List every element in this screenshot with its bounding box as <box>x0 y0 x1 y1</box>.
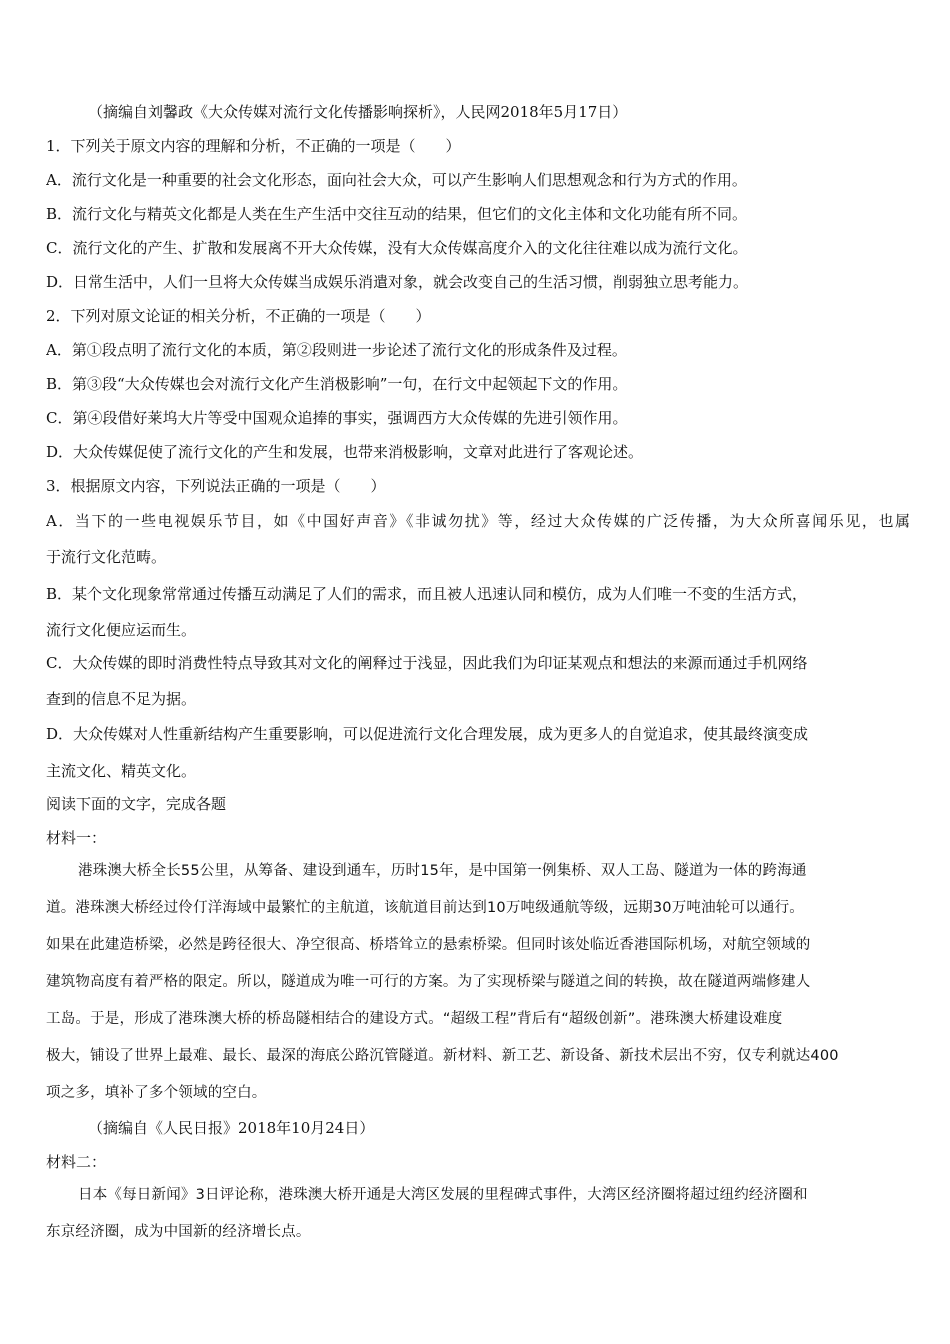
q1-option-d: D．日常生活中，人们一旦将大众传媒当成娱乐消遣对象，就会改变自己的生活习惯，削弱独立思考能力。 <box>46 273 749 291</box>
q3-option-a-line1: A．当下的一些电视娱乐节目，如《中国好声音》《非诚勿扰》等，经过大众传媒的广泛传播，为大众所喜闻乐见，也属 <box>46 512 910 530</box>
material-1-label: 材料一： <box>46 829 107 847</box>
q3-option-d-line1: D．大众传媒对人性重新结构产生重要影响，可以促进流行文化合理发展，成为更多人的自觉追求，使其最终演变成 <box>46 725 809 743</box>
material-1-line: 极大，铺设了世界上最难、最长、最深的海底公路沉管隧道。新材料、新工艺、新设备、新技术层出不穷，仅专利就达400 <box>46 1048 839 1064</box>
material-1-line: 港珠澳大桥全长55公里，从筹备、建设到通车，历时15年，是中国第一例集桥、双人工岛、隧道为一体的跨海通 <box>78 863 807 879</box>
q3-option-b-line2: 流行文化便应运而生。 <box>46 621 197 639</box>
material-1-line: 项之多，填补了多个领域的空白。 <box>46 1085 267 1101</box>
q1-option-b: B．流行文化与精英文化都是人类在生产生活中交往互动的结果，但它们的文化主体和文化功能有所不同。 <box>46 205 748 223</box>
q3-option-c-line1: C．大众传媒的即时消费性特点导致其对文化的阐释过于浅显，因此我们为印证某观点和想法的来源而通过手机网络 <box>46 654 808 672</box>
q1-option-a: A．流行文化是一种重要的社会文化形态，面向社会大众，可以产生影响人们思想观念和行为方式的作用。 <box>46 171 747 189</box>
reading-instruction: 阅读下面的文字，完成各题 <box>46 795 227 813</box>
material-2-line: 东京经济圈，成为中国新的经济增长点。 <box>46 1224 311 1240</box>
material-1-line: 建筑物高度有着严格的限定。所以，隧道成为唯一可行的方案。为了实现桥梁与隧道之间的转换，故在隧道两端修建人 <box>46 974 811 990</box>
q1-option-c: C．流行文化的产生、扩散和发展离不开大众传媒，没有大众传媒高度介入的文化往往难以成为流行文化。 <box>46 239 748 257</box>
q3-option-b-line1: B．某个文化现象常常通过传播互动满足了人们的需求，而且被人迅速认同和模仿，成为人们唯一不变的生活方式， <box>46 585 808 603</box>
question-1-stem: 1．下列关于原文内容的理解和分析，不正确的一项是（ ） <box>46 137 461 155</box>
material-2-label: 材料二： <box>46 1153 107 1171</box>
question-3-stem: 3．根据原文内容，下列说法正确的一项是（ ） <box>46 477 386 495</box>
q2-option-a: A．第①段点明了流行文化的本质，第②段则进一步论述了流行文化的形成条件及过程。 <box>46 341 627 359</box>
material-1-line: 工岛。于是，形成了港珠澳大桥的桥岛隧相结合的建设方式。“超级工程”背后有“超级创新”。港珠澳大桥建设难度 <box>46 1011 783 1027</box>
q2-option-b: B．第③段“大众传媒也会对流行文化产生消极影响”一句，在行文中起领起下文的作用。 <box>46 375 628 393</box>
source-citation: （摘编自刘馨政《大众传媒对流行文化传播影响探析》，人民网2018年5月17日） <box>88 103 628 121</box>
q2-option-c: C．第④段借好莱坞大片等受中国观众追捧的事实，强调西方大众传媒的先进引领作用。 <box>46 409 628 427</box>
q3-option-c-line2: 查到的信息不足为据。 <box>46 690 197 708</box>
material-1-line: 如果在此建造桥梁，必然是跨径很大、净空很高、桥塔耸立的悬索桥梁。但同时该处临近香港国际机场，对航空领域的 <box>46 937 811 953</box>
material-2-line: 日本《每日新闻》3日评论称，港珠澳大桥开通是大湾区发展的里程碑式事件，大湾区经济圈将超过纽约经济圈和 <box>78 1187 808 1203</box>
q3-option-d-line2: 主流文化、精英文化。 <box>46 762 197 780</box>
q2-option-d: D．大众传媒促使了流行文化的产生和发展，也带来消极影响，文章对此进行了客观论述。 <box>46 443 644 461</box>
material-1-source: （摘编自《人民日报》2018年10月24日） <box>88 1119 375 1137</box>
question-2-stem: 2．下列对原文论证的相关分析，不正确的一项是（ ） <box>46 307 431 325</box>
material-1-line: 道。港珠澳大桥经过伶仃洋海域中最繁忙的主航道，该航道目前达到10万吨级通航等级，远期30万吨油轮可以通行。 <box>46 900 804 916</box>
q3-option-a-line2: 于流行文化范畴。 <box>46 548 167 566</box>
